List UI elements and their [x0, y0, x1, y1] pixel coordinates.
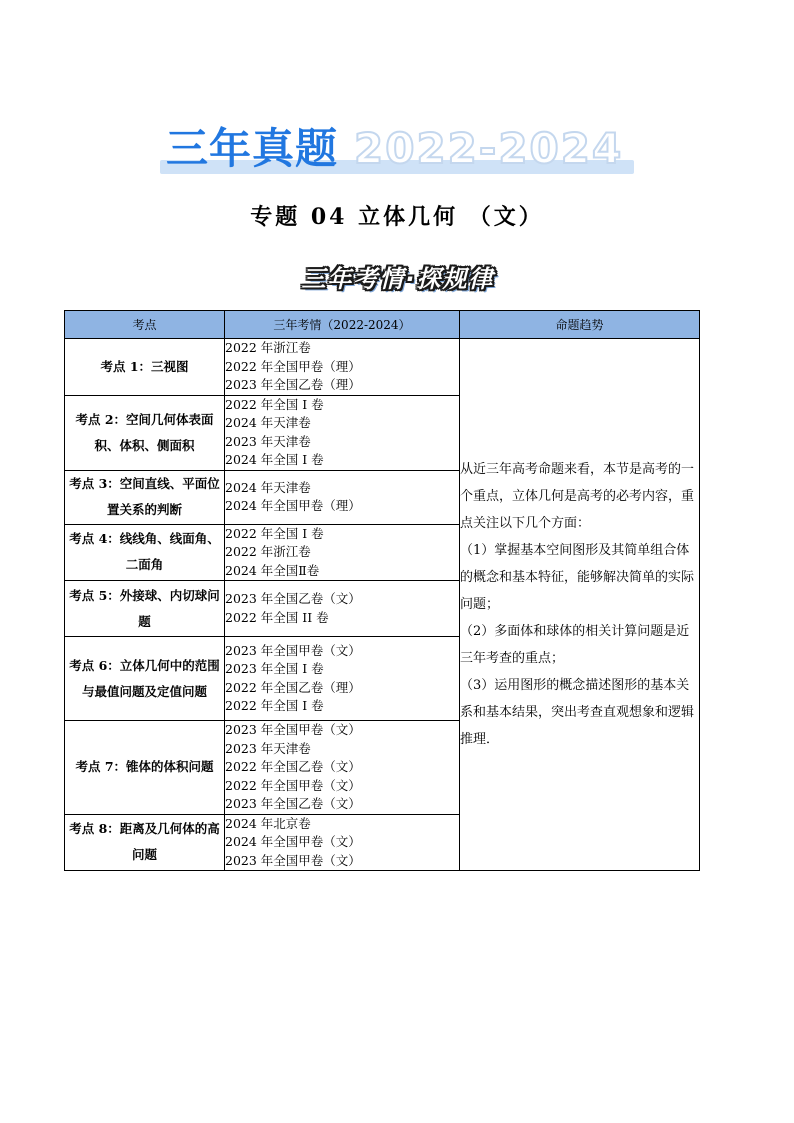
papers-cell: [225, 395, 460, 470]
title-banner: [160, 122, 634, 178]
table-row: [65, 339, 700, 396]
paper-item: 2023 年全国甲卷（文）: [225, 642, 361, 658]
papers-cell: [225, 581, 460, 637]
paper-item: 2024 年全国甲卷（文）: [225, 834, 361, 849]
paper-item: 2022 年全国 II 卷: [225, 609, 329, 625]
banner-title-years: 2022-2024: [354, 124, 624, 173]
trend-paragraph: （3）运用图形的概念描述图形的基本关系和基本结果，突出考查直观想象和逻辑推理．: [460, 678, 695, 747]
topic-cell: 考点 5：外接球、内切球问题: [65, 581, 225, 637]
paper-item: 2022 年全国 I 卷: [225, 698, 324, 713]
topic-cell: 考点 2：空间几何体表面积、体积、侧面积: [65, 395, 225, 470]
subject-title: 专题 04 立体几何 （文）: [250, 204, 544, 230]
header-topic: 考点: [65, 311, 225, 339]
topic-cell: 考点 7：锥体的体积问题: [65, 721, 225, 815]
trend-paragraph: 从近三年高考命题来看，本节是高考的一个重点，立体几何是高考的必考内容，重点关注以下几个方面：: [460, 462, 695, 531]
paper-item: 2024 年天津卷: [225, 415, 311, 430]
exam-analysis-table: [64, 310, 700, 871]
paper-item: 2023 年全国甲卷（文）: [225, 852, 361, 868]
trend-paragraph: （2）多面体和球体的相关计算问题是近三年考查的重点；: [460, 624, 690, 666]
header-trend: 命题趋势: [460, 311, 700, 339]
header-papers: 三年考情（2022-2024）: [225, 311, 460, 339]
topic-cell: 考点 6：立体几何中的范围与最值问题及定值问题: [65, 637, 225, 721]
trend-paragraph: （1）掌握基本空间图形及其简单组合体的概念和基本特征，能够解决简单的实际问题；: [460, 543, 695, 612]
paper-item: 2022 年浙江卷: [225, 340, 311, 355]
paper-item: 2024 年全国 I 卷: [225, 452, 324, 467]
topic-cell: 考点 1：三视图: [65, 339, 225, 396]
papers-cell: [225, 339, 460, 396]
paper-item: 2024 年全国甲卷（理）: [225, 498, 361, 513]
paper-item: 2023 年全国乙卷（理）: [225, 377, 361, 392]
paper-item: 2024 年天津卷: [225, 479, 311, 495]
paper-item: 2022 年浙江卷: [225, 544, 311, 559]
paper-item: 2022 年全国 I 卷: [225, 396, 324, 412]
papers-cell: [225, 470, 460, 524]
topic-cell: 考点 3：空间直线、平面位置关系的判断: [65, 470, 225, 524]
papers-cell: [225, 524, 460, 581]
paper-item: 2024 年全国Ⅱ卷: [225, 562, 320, 578]
table-header-row: [65, 311, 700, 339]
paper-item: 2022 年全国乙卷（理）: [225, 679, 361, 695]
paper-item: 2023 年全国 I 卷: [225, 661, 324, 676]
trend-cell: [460, 339, 700, 871]
paper-item: 2023 年天津卷: [225, 740, 311, 756]
section-tag: 三年考情·探规律: [301, 265, 495, 293]
paper-item: 2023 年全国甲卷（文）: [225, 722, 361, 737]
paper-item: 2022 年全国甲卷（文）: [225, 777, 361, 793]
topic-cell: 考点 4：线线角、线面角、二面角: [65, 524, 225, 581]
paper-item: 2023 年天津卷: [225, 433, 311, 449]
banner-title-main: 三年真题: [166, 124, 339, 173]
paper-item: 2023 年全国乙卷（文）: [225, 796, 361, 811]
paper-item: 2022 年全国乙卷（文）: [225, 759, 361, 774]
papers-cell: [225, 637, 460, 721]
papers-cell: [225, 814, 460, 871]
paper-item: 2024 年北京卷: [225, 815, 311, 831]
paper-item: 2022 年全国甲卷（理）: [225, 358, 361, 374]
papers-cell: [225, 721, 460, 815]
paper-item: 2022 年全国 I 卷: [225, 525, 324, 541]
paper-item: 2023 年全国乙卷（文）: [225, 591, 361, 606]
topic-cell: 考点 8：距离及几何体的高问题: [65, 814, 225, 871]
